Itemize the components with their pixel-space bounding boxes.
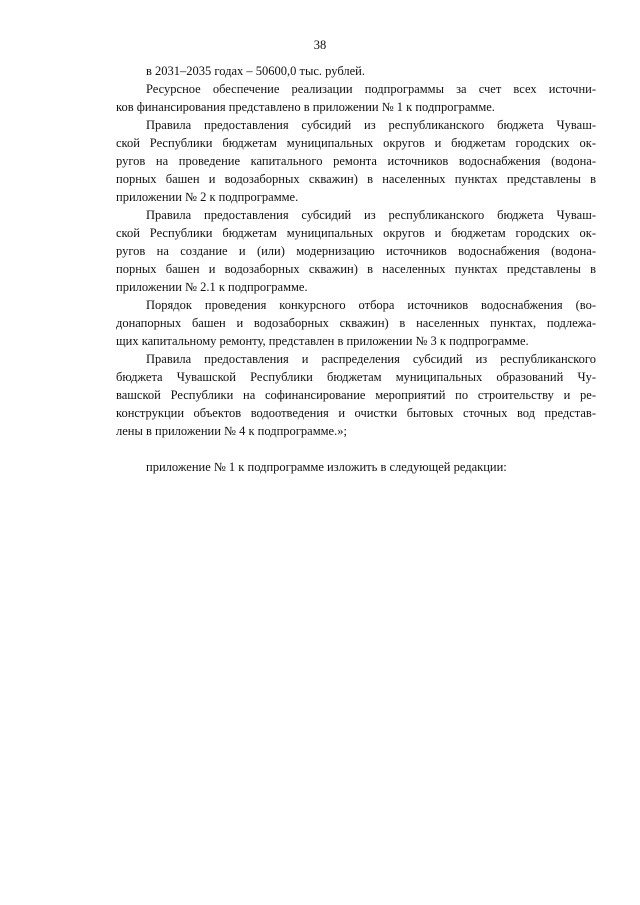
text-line: лены в приложении № 4 к подпрограмме.»; [116,424,347,438]
text-line: приложении № 2.1 к подпрограмме. [116,280,308,294]
text-line: донапорных башен и водозаборных скважин) в населенных пунктах, подлежа- [116,316,596,330]
text-line: бюджета Чувашской Республики бюджетам муниципальных образований Чу- [116,370,596,384]
text-line: вашской Республики на софинансирование мероприятий по строительству и ре- [116,388,596,402]
text-line: Ресурсное обеспечение реализации подпрограммы за счет всех источни- [146,82,596,96]
text-line: Правила предоставления и распределения субсидий из республиканского [146,352,596,366]
text-line: ской Республики бюджетам муниципальных округов и бюджетам городских ок- [116,226,596,240]
text-line: Правила предоставления субсидий из республиканского бюджета Чуваш- [146,208,596,222]
text-line: ругов на создание и (или) модернизацию источников водоснабжения (водона- [116,244,596,258]
text-line: Правила предоставления субсидий из республиканского бюджета Чуваш- [146,118,596,132]
text-line: ской Республики бюджетам муниципальных округов и бюджетам городских ок- [116,136,596,150]
text-line: ков финансирования представлено в приложении № 1 к подпрограмме. [116,100,495,114]
text-line: приложении № 2 к подпрограмме. [116,190,299,204]
text-line: в 2031–2035 годах – 50600,0 тыс. рублей. [146,64,365,78]
text-line: ругов на проведение капитального ремонта источников водоснабжения (водона- [116,154,596,168]
text-line: порных башен и водозаборных скважин) в населенных пунктах представлены в [116,172,596,186]
text-line: щих капитальному ремонту, представлен в приложении № 3 к подпрограмме. [116,334,529,348]
text-line: конструкции объектов водоотведения и очистки бытовых сточных вод представ- [116,406,596,420]
text-line: Порядок проведения конкурсного отбора источников водоснабжения (во- [146,298,596,312]
text-line: приложение № 1 к подпрограмме изложить в следующей редакции: [146,460,507,474]
page-number: 38 [313,38,327,52]
text-line: порных башен и водозаборных скважин) в населенных пунктах представлены в [116,262,596,276]
